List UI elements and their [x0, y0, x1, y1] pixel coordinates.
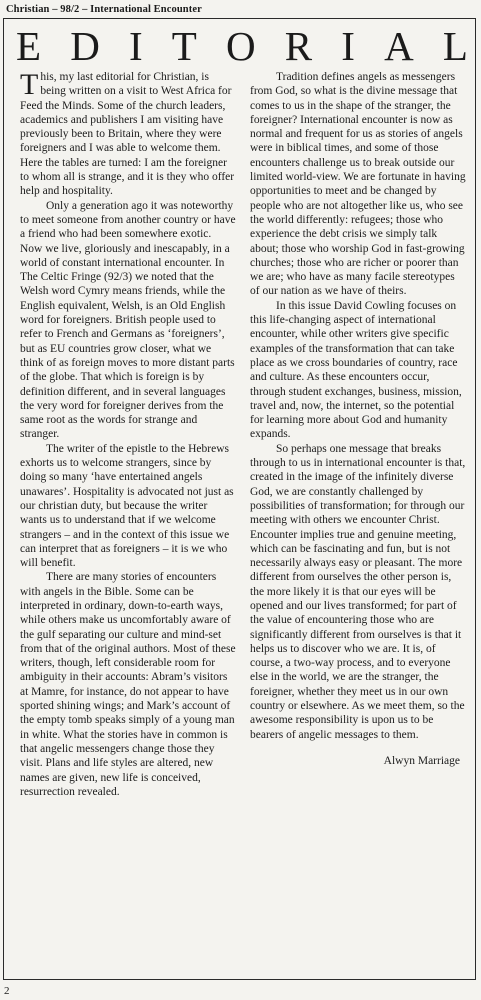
paragraph: So perhaps one message that breaks through to us in international encounter is that, created in the image of the infinitely diverse God, we are constantly challenged by possibilities of transformation; for through our meeting with others we encounter Christ. Encounter implies true and genuine meeting, which can be fascinating and fun, but is not necessarily always easy or pleasant. The more different from ourselves the other person is, the more likely it is that our eyes will be opened and our lives transformed; for part of the value of encountering those who are significantly different from ourselves is that it helps us to discover who we are. It is, of course, a two-way process, and to everyone else in the world, we are the stranger, the foreigner, whether they meet us in our own country or elsewhere. As we meet them, so the awesome responsibility is upon us to be bearers of angelic messages to them.	[250, 442, 466, 741]
title-letter: A	[384, 23, 414, 69]
paragraph	[20, 70, 236, 199]
title-letter: I	[341, 23, 355, 69]
paragraph: Only a generation ago it was noteworthy to meet someone from another country or have a friend who had been somewhere exotic. Now we live, gloriously and inescapably, in a world of constant international encounter. In The Celtic Fringe (92/3) we noted that the Welsh word Cymry means friends, while the English equivalent, Welsh, is an Old English word for foreigners. British people used to refer to French and Germans as ‘foreigners’, but as EU countries grow closer, what we think of as foreign moves to more distant parts of the globe. That which is foreign is by definition different, and in several languages the very word for foreigner derives from the same root as the words for strange and stranger.	[20, 199, 236, 441]
paragraph: There are many stories of encounters with angels in the Bible. Some can be interpreted in ordinary, down-to-earth ways, while others make us uncomfortably aware of the gulf separating our culture and mind-set from that of the original authors. Most of these writers, though, left considerable room for ambiguity in their accounts: Abram’s visitors at Mamre, for instance, do not appear to have sported shining wings; and Mark’s account of the empty tomb speaks simply of a young man in white. What the stories have in common is that angelic messengers change those they visit. Plans and life styles are altered, new names are given, new life is conceived, resurrection revealed.	[20, 571, 236, 798]
page-number: 2	[4, 985, 10, 997]
title-letter: R	[284, 23, 313, 69]
right-column	[250, 70, 466, 768]
title-letter: T	[171, 23, 197, 69]
left-column	[20, 70, 236, 799]
title-letter: D	[70, 23, 100, 69]
title-letter: O	[225, 23, 256, 69]
paragraph: In this issue David Cowling focuses on this life-changing aspect of international encounter, while other writers give specific examples of the transformation that can take place as we cross boundaries of country, race and culture. As these encounters occur, through student exchanges, business, mission, travel and, now, the internet, so the potential for learning more about God and humanity expands.	[250, 299, 462, 441]
title-letter: I	[128, 23, 143, 69]
running-header: Christian – 98/2 – International Encounter	[6, 4, 202, 15]
paragraph: The writer of the epistle to the Hebrews exhorts us to welcome strangers, since by doing so many ‘have entertained angels unawares’. Hospitality is advocated not just as our christian duty, but because the writer wants us to understand that if we welcome strangers – and in the context of this issue we can interpret that as foreigners – it is we who will benefit.	[20, 442, 234, 570]
editorial-title	[16, 24, 468, 68]
paragraph-text: his, my last editorial for Christian, is being written on a visit to West Africa for Feed the Minds. Some of the church leaders, academics and publishers I am visiting have previously been to Britain, where they were foreigners and I was able to welcome them. Here the tables are turned: I am the foreigner to whom all is strange, and it is they who offer help and hospitality.	[20, 71, 235, 198]
title-letter: E	[16, 23, 42, 69]
title-letter: L	[442, 23, 468, 69]
drop-cap: T	[20, 68, 39, 101]
paragraph: Tradition defines angels as messengers from God, so what is the divine message that comes to us in the shape of the stranger, the foreigner? International encounter is now as normal and frequent for us as stories of angels were in biblical times, and some of those encounters challenge us to break outside our limited world-view. We are fortunate in having opportunities to meet and be changed by people who are not altogether like us, who see the world differently: refugees; those who experience the debt crisis we simply talk about; those who worship God in fast-growing churches; those who are richer or poorer than we are; who have as many facile stereotypes of our nation as we have of theirs.	[250, 71, 466, 298]
author-signature: Alwyn Marriage	[383, 754, 460, 767]
